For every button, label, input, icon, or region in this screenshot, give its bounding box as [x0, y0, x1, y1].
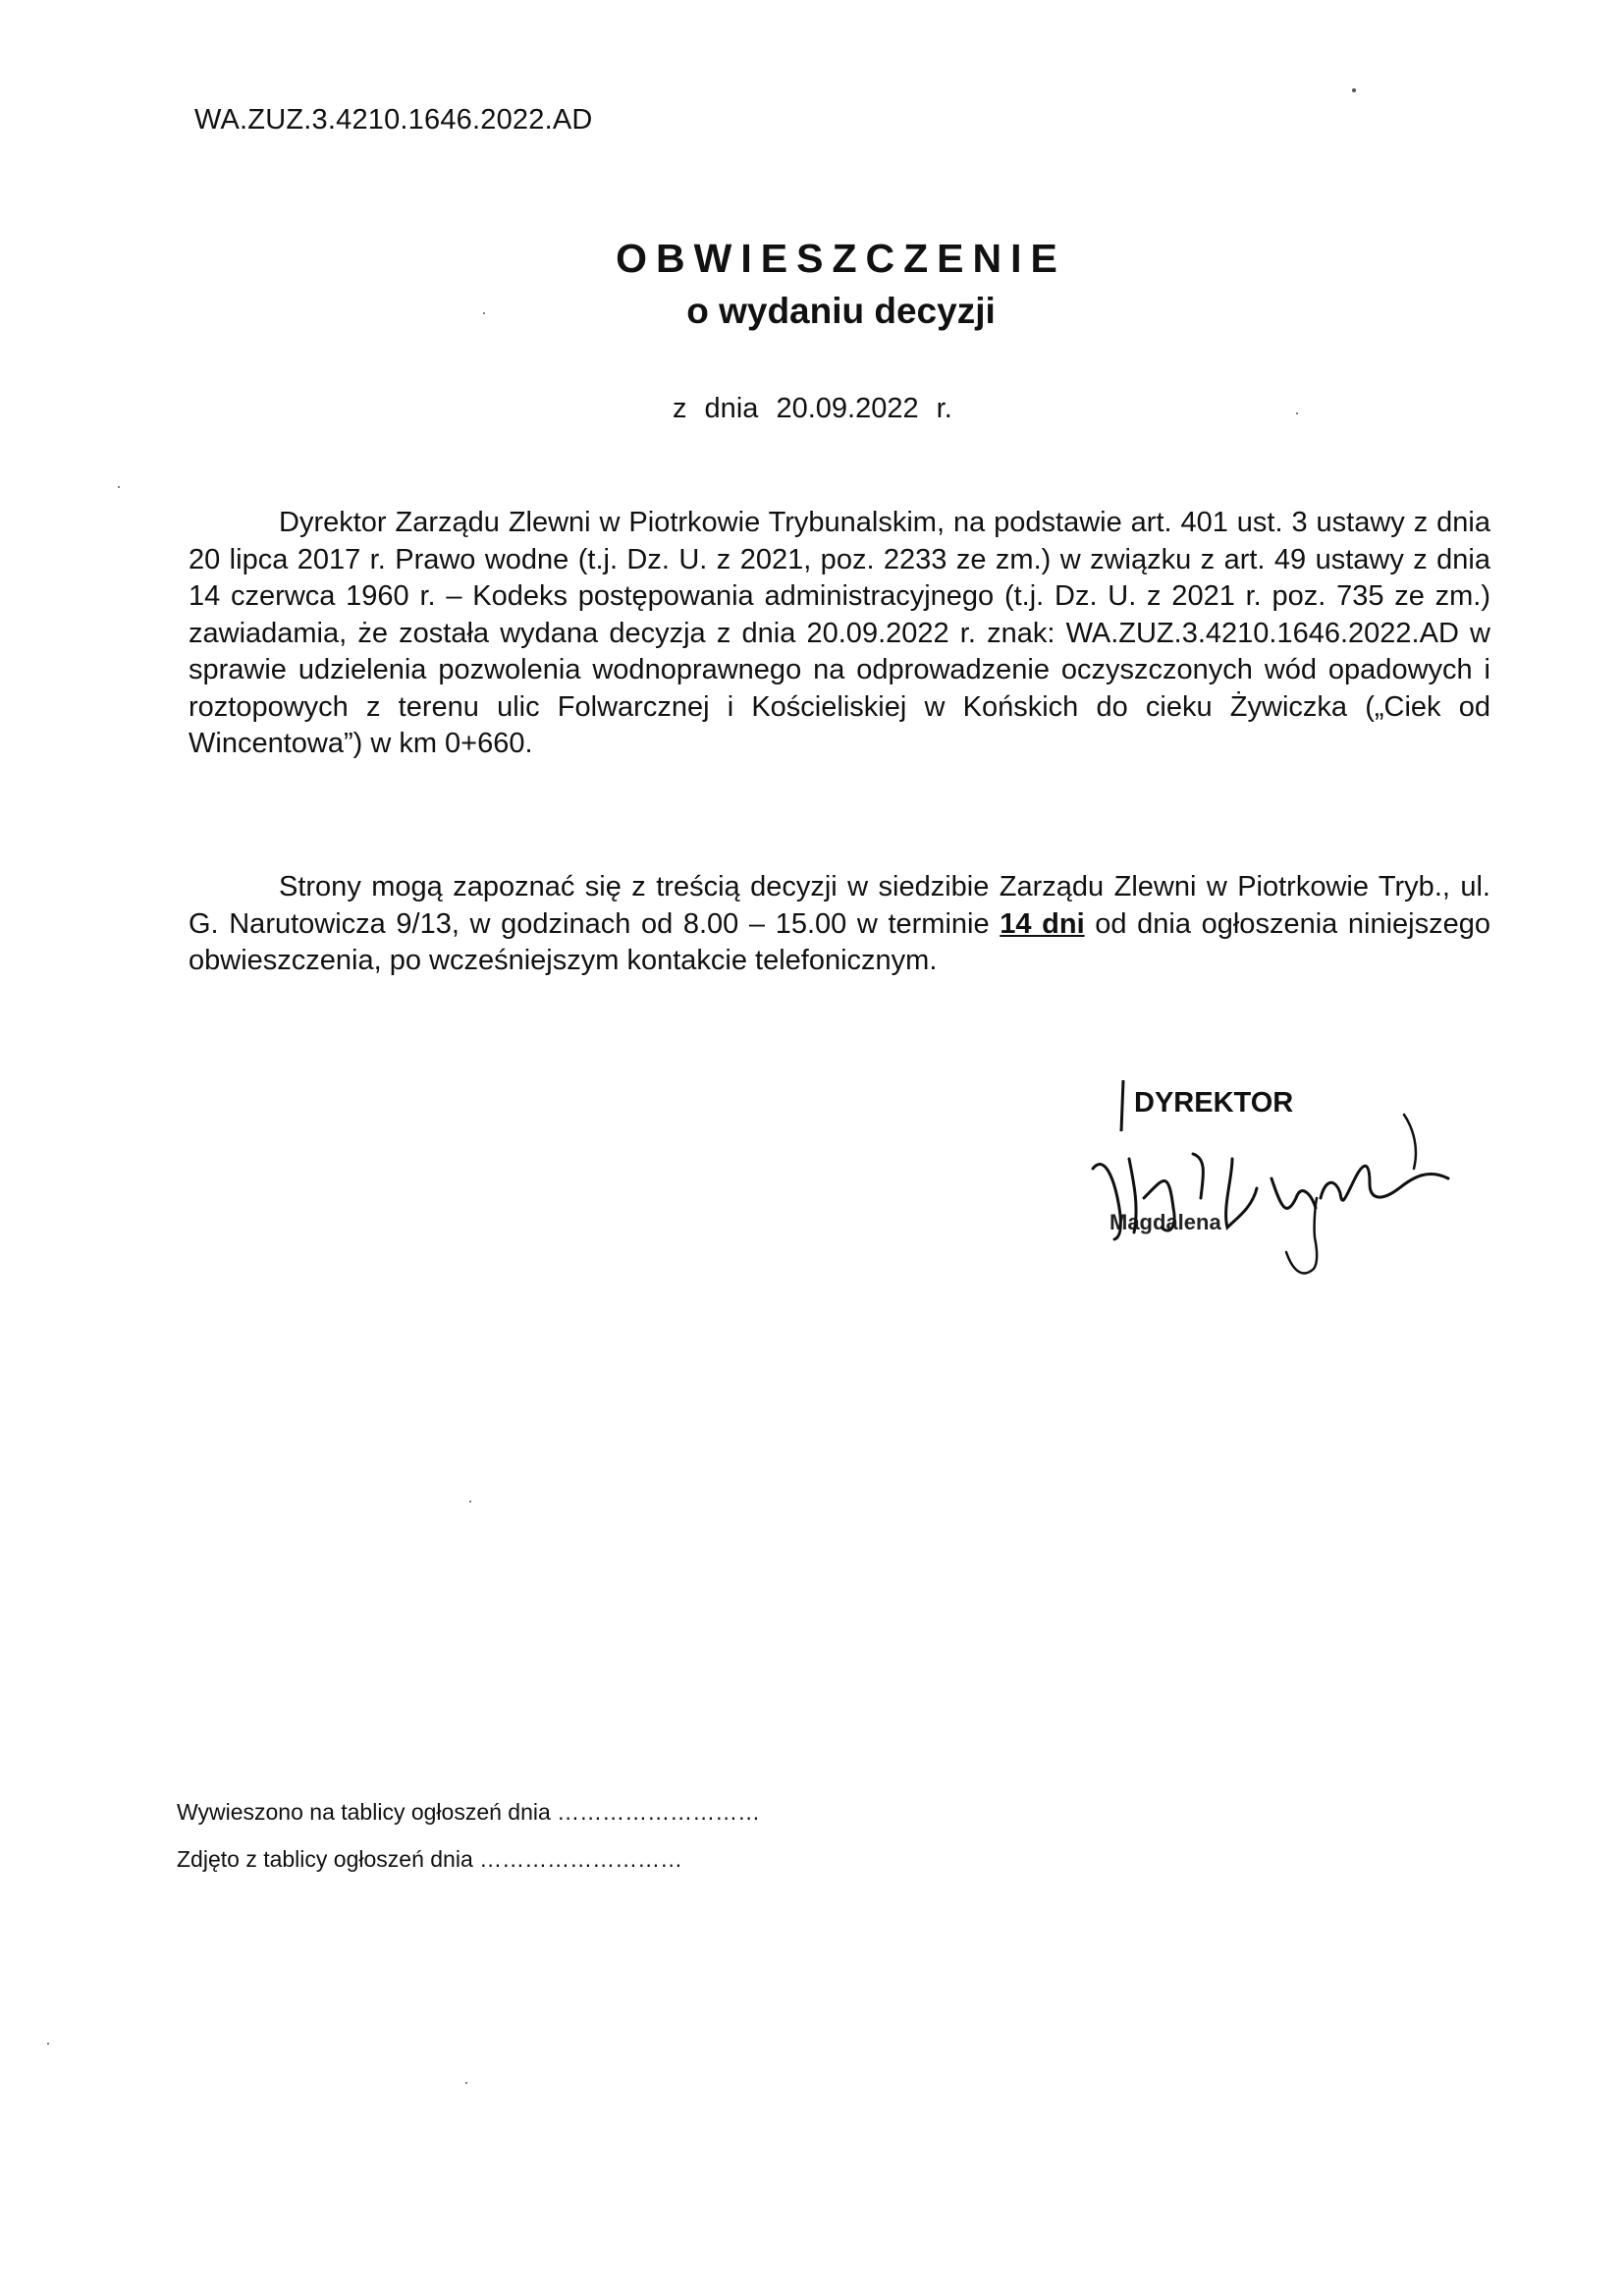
body-paragraph-1-text: Dyrektor Zarządu Zlewni w Piotrkowie Trybunalskim, na podstawie art. 401 ust. 3 ustawy z dnia 20 lipca 2017 r. Prawo wodne (t.j. Dz. U. z 2021, poz. 2233 ze zm.) w związku z art. 49 ustawy z dnia 14 czerwca 1960 r. – Kodeks postępowania administracyjnego (t.j. Dz. U. z 2021 r. poz. 735 ze zm.) zawiadamia, że została wydana decyzja z dnia 20.09.2022 r. znak: WA.ZUZ.3.4210.1646.2022.AD w sprawie udzielenia pozwolenia wodnoprawnego na odprowadzenie oczyszczonych wód opadowych i roztopowych z terenu ulic Folwarcznej i Kościeliskiej w Końskich do cieku Żywiczka („Ciek od Wincentowa”) w km 0+660. [189, 507, 1490, 759]
scan-speck [47, 2043, 49, 2045]
scan-speck [465, 2082, 467, 2084]
scan-speck [469, 1501, 471, 1503]
stamp-title: DYREKTOR [1134, 1087, 1294, 1119]
reference-number: WA.ZUZ.3.4210.1646.2022.AD [194, 104, 593, 136]
director-signature-stamp [1075, 1061, 1497, 1306]
footer-removed-line: Zdjęto z tablicy ogłoszeń dnia ……………………… [177, 1846, 683, 1872]
deadline-days: 14 dni [1000, 907, 1085, 940]
scan-speck [483, 312, 485, 314]
document-title: OBWIESZCZENIE [616, 236, 1066, 281]
document-subtitle: o wydaniu decyzji [686, 291, 996, 331]
body-paragraph-1 [189, 505, 1490, 763]
scan-speck [1296, 412, 1298, 414]
footer-posted-line: Wywieszono na tablicy ogłoszeń dnia ……………………… [177, 1799, 761, 1825]
body-paragraph-2-text-before: Strony mogą zapoznać się z treścią decyzji w siedzibie Zarządu Zlewni w Piotrkowie Tryb., ul. G. Narutowicza 9/13, w godzinach od 8.00 – 15.00 w terminie [189, 871, 1490, 940]
document-date: z dnia 20.09.2022 r. [673, 393, 952, 424]
body-paragraph-2 [189, 869, 1490, 980]
scan-speck [118, 486, 120, 488]
body-paragraph-2-text-after: od dnia ogłoszenia niniejszego obwieszczenia, po wcześniejszym kontakcie telefonicznym. [189, 907, 1490, 976]
scan-speck [1352, 88, 1356, 92]
stamp-name: Magdalena [1109, 1210, 1221, 1234]
